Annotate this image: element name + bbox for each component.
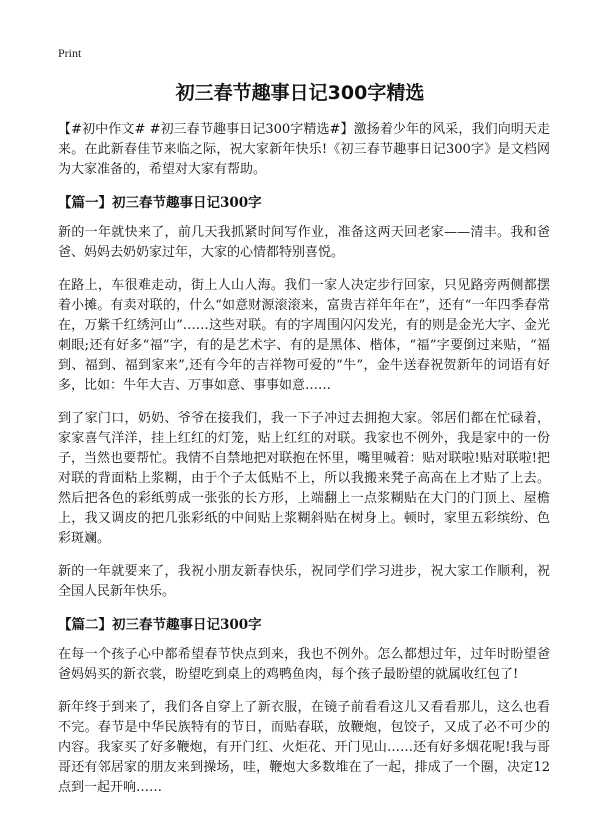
article-body: [58, 120, 550, 811]
section1-paragraph: 新的一年就快来了，前几天我抓紧时间写作业，准备这两天回老家——清丰。我和爸爸、妈妈去奶奶家过年，大家的心情都特别喜悦。: [58, 225, 550, 260]
section1-paragraph: 在路上，车很难走动，街上人山人海。我们一家人决定步行回家，只见路旁两侧都摆着小摊。有卖对联的，什么“如意财源滚滚来，富贵吉祥年年在”，还有“一年四季春常在，万紫千红绣河山”……这些对联。有的字周围闪闪发光，有的则是金光大字、金光刺眼;还有好多“福”字，有的是艺术字、有的是黑体、楷体，“福”字要倒过来贴，“福到、福到、福到家来”,还有今年的吉祥物可爱的“牛”，金牛送春祝贺新年的词语有好多，比如：牛年大吉、万事如意、事事如意……: [58, 278, 550, 393]
page-title: 初三春节趣事日记300字精选: [175, 82, 425, 104]
section1-paragraph: 到了家门口，奶奶、爷爷在接我们，我一下子冲过去拥抱大家。邻居们都在忙碌着，家家喜气洋洋，挂上红红的灯笼，贴上红红的对联。我家也不例外，我是家中的一份子，当然也要帮忙。我情不自禁地把对联抱在怀里，嘴里喊着：贴对联啦!贴对联啦!把对联的背面粘上浆糊，由于个子太低贴不上，所以我搬来凳子高高在上才贴了上去。然后把各色的彩纸剪成一张张的长方形，上端翻上一点浆糊贴在大门的门顶上、屋檐上，我又调皮的把几张彩纸的中间贴上浆糊斜贴在树身上。顿时，家里五彩缤纷、色彩斑斓。: [58, 411, 550, 546]
section-heading-2: 【篇二】初三春节趣事日记300字: [58, 617, 262, 633]
section1-paragraph: 新的一年就要来了，我祝小朋友新春快乐，祝同学们学习进步，祝大家工作顺利，祝全国人民新年快乐。: [58, 564, 550, 599]
print-link[interactable]: Print: [58, 46, 82, 60]
section-heading-1: 【篇一】初三春节趣事日记300字: [58, 195, 262, 211]
section2-paragraph: 在每一个孩子心中都希望春节快点到来，我也不例外。怎么都想过年，过年时盼望爸爸妈妈买的新衣裳，盼望吃到桌上的鸡鸭鱼肉，每个孩子最盼望的就属收红包了!: [58, 647, 550, 682]
intro-paragraph: 【#初中作文# #初三春节趣事日记300字精选#】激扬着少年的风采，我们向明天走来。在此新春佳节来临之际，祝大家新年快乐!《初三春节趣事日记300字》是文档网为大家准备的，希望对大家有帮助。: [58, 122, 550, 177]
section2-paragraph: 新年终于到来了，我们各自穿上了新衣服，在镜子前看看这儿又看看那儿，这么也看不完。春节是中华民族特有的节日，而贴春联，放鞭炮，包饺子，又成了必不可少的内容。我家买了好多鞭炮，有开门红、火炬花、开门见山……还有好多烟花呢!我与哥哥还有邻居家的朋友来到操场，哇，鞭炮大多数堆在了一起，排成了一个圈，决定12点到一起开响……: [58, 700, 550, 795]
